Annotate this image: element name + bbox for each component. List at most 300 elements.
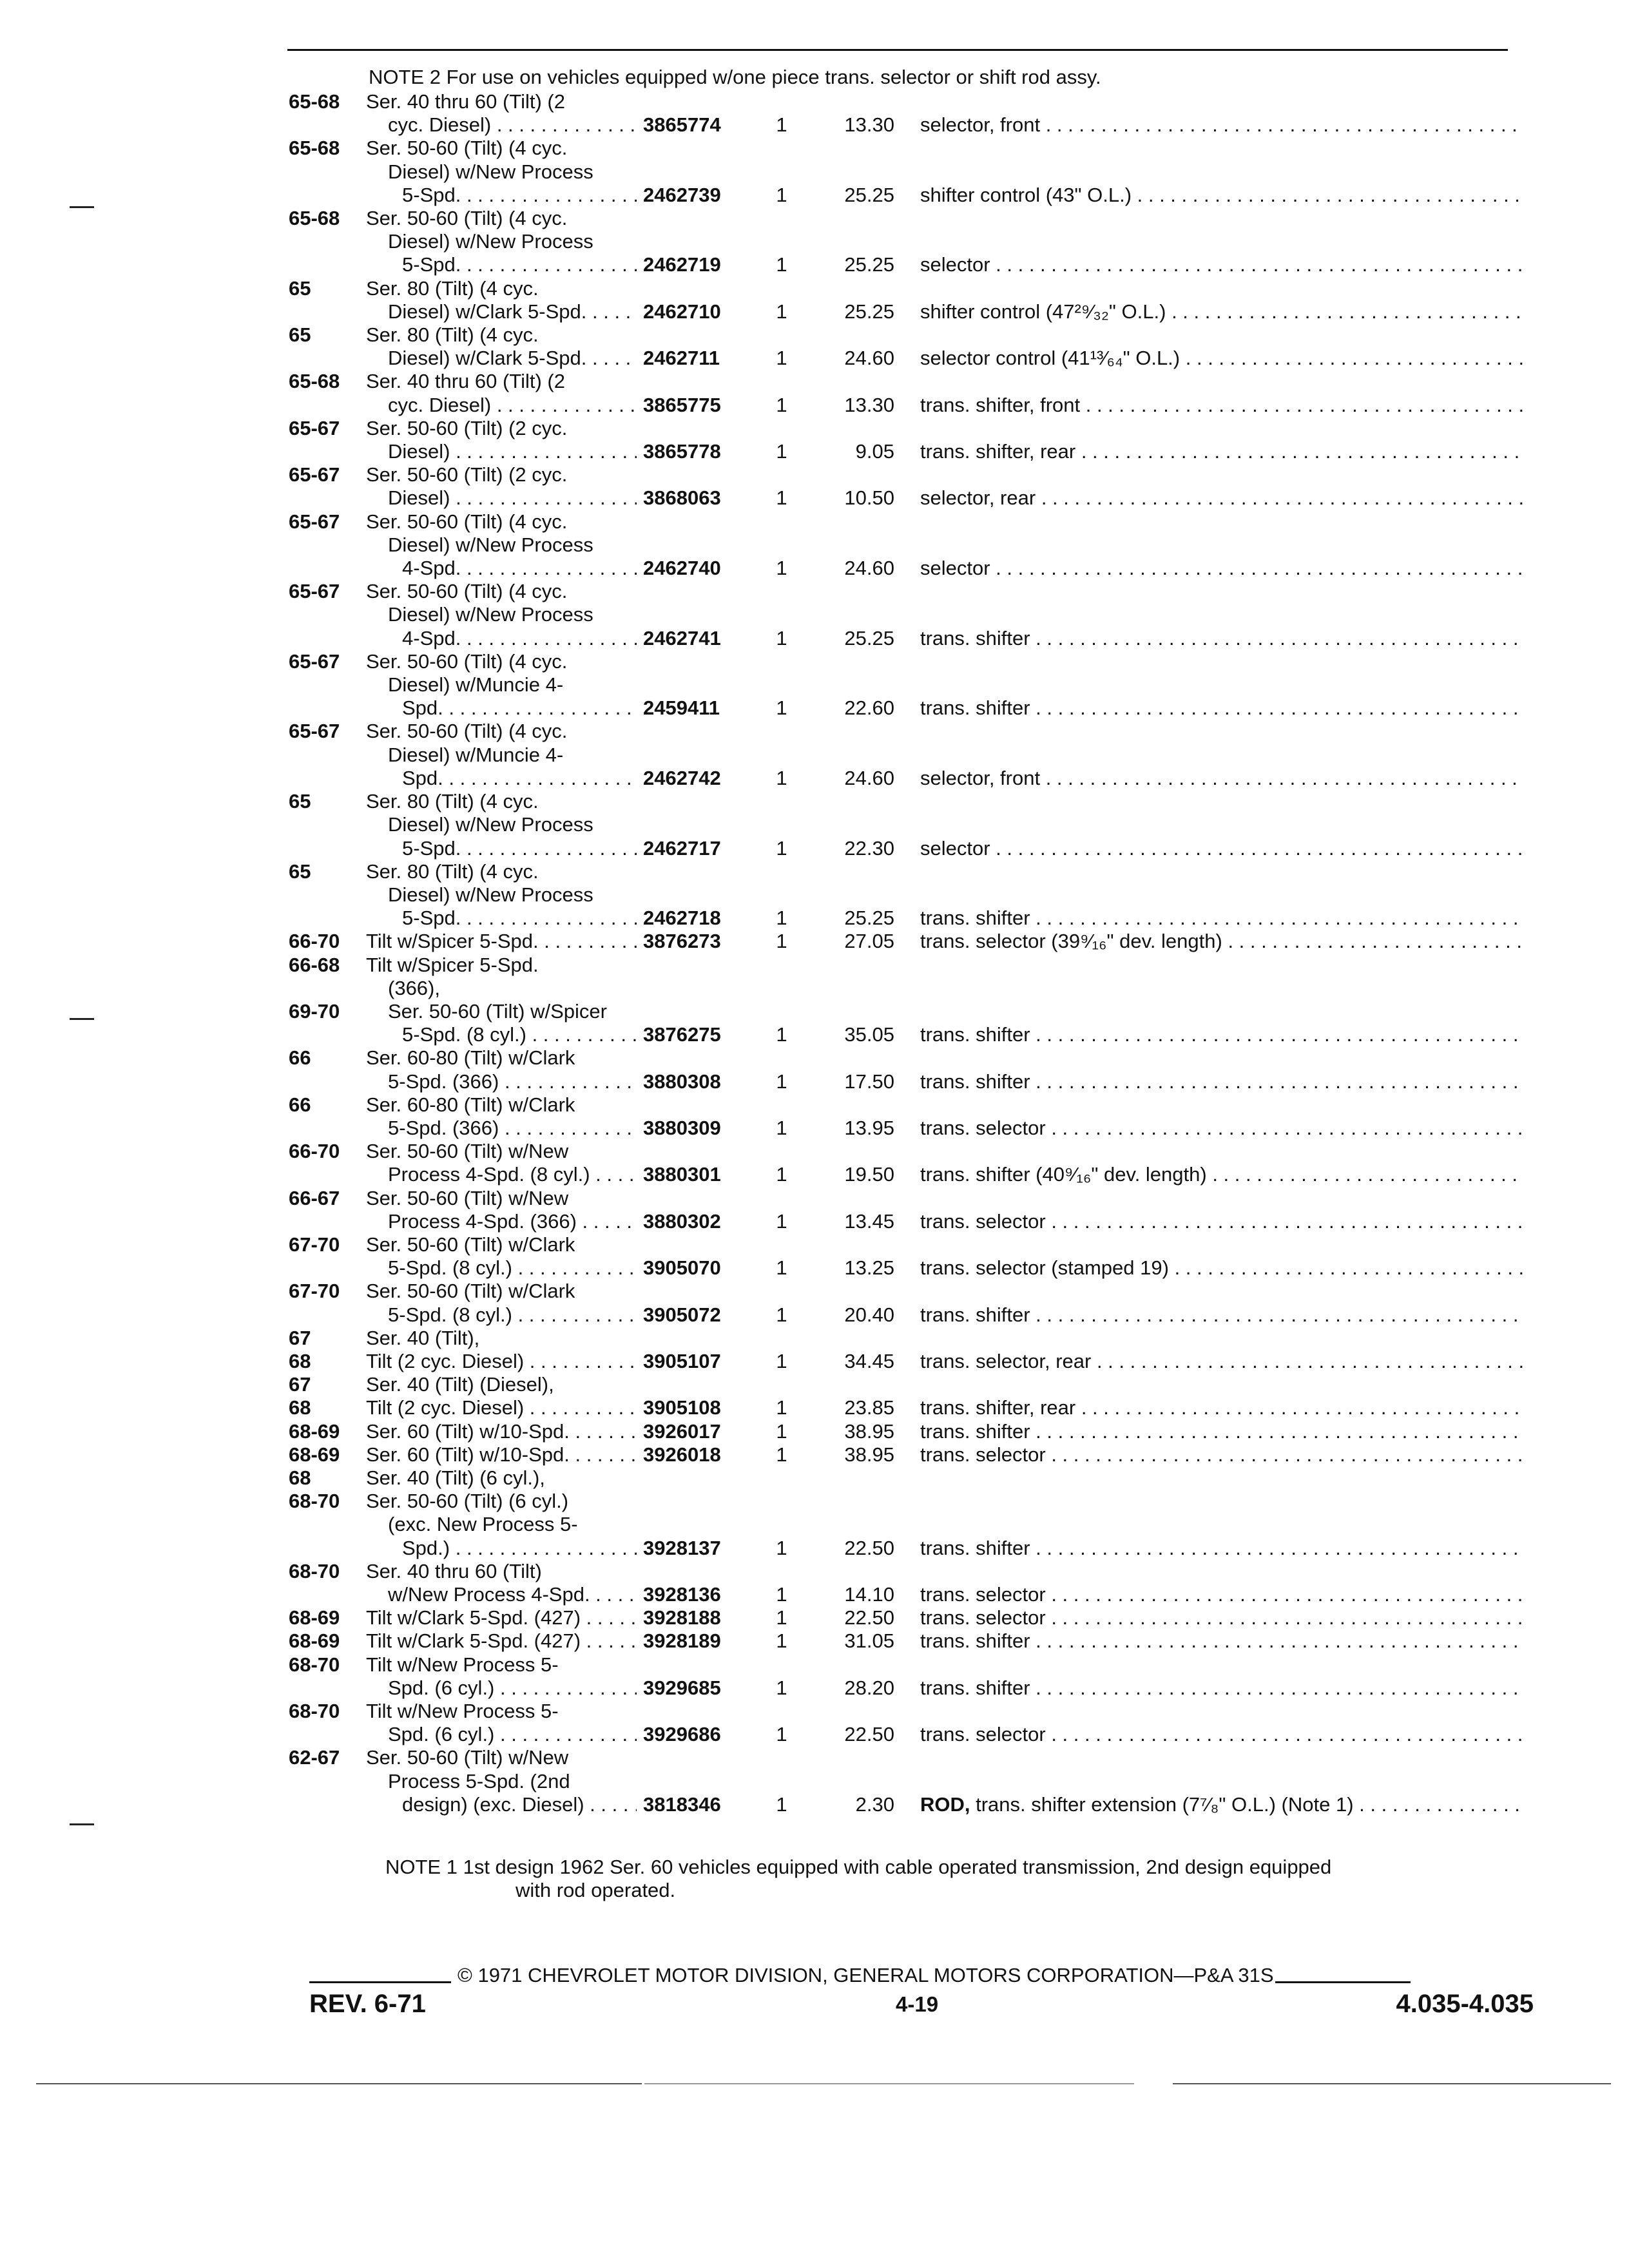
year-line: 68-70 xyxy=(289,1559,340,1582)
part-name-text: trans. shifter, rear xyxy=(920,440,1076,463)
year-line: 65 xyxy=(289,790,311,813)
part-name xyxy=(920,1396,1525,1419)
description-line: Tilt (2 cyc. Diesel) . . . xyxy=(366,1396,637,1419)
year-line xyxy=(289,253,366,276)
year-line xyxy=(289,1513,366,1536)
year-line xyxy=(289,1256,366,1280)
quantity: 1 xyxy=(776,836,787,860)
price: 17.50 xyxy=(844,1070,894,1093)
bottom-rule xyxy=(1173,2083,1611,2084)
description-line: Ser. 80 (Tilt) (4 cyc. xyxy=(366,860,539,883)
year-line: 68-69 xyxy=(289,1419,340,1443)
part-number: 3876273 xyxy=(643,930,721,953)
model-years xyxy=(287,954,366,1047)
price: 10.50 xyxy=(844,486,894,510)
application-description xyxy=(366,1606,637,1629)
quantity: 1 xyxy=(776,1629,787,1653)
part-name-bold: ROD, xyxy=(920,1792,970,1816)
model-years xyxy=(287,720,366,790)
note-1 xyxy=(385,1856,1532,1902)
part-number: 3876275 xyxy=(643,1023,721,1046)
model-years xyxy=(287,790,366,860)
application-description xyxy=(366,1746,637,1816)
application-description xyxy=(366,1280,637,1326)
model-years xyxy=(287,510,366,581)
part-name-text: trans. selector xyxy=(920,1606,1046,1629)
description-line: Spd.) . . . xyxy=(366,1537,637,1560)
description-line: 4-Spd. . . . xyxy=(366,557,637,580)
part-row xyxy=(287,1280,1525,1326)
application-description xyxy=(366,1373,637,1419)
description-line: Tilt w/Clark 5-Spd. (427) . . . xyxy=(366,1606,637,1629)
part-number: 2462711 xyxy=(643,347,720,370)
model-years xyxy=(287,1046,366,1093)
part-number: 2462717 xyxy=(643,836,721,860)
description-line: Ser. 50-60 (Tilt) w/Clark xyxy=(366,1280,575,1303)
year-line: 69-70 xyxy=(289,999,340,1023)
year-line: 68-69 xyxy=(289,1629,340,1653)
year-line: 66 xyxy=(289,1046,311,1070)
part-row xyxy=(287,1233,1525,1280)
part-number: 3865778 xyxy=(643,440,721,463)
application-description xyxy=(366,1700,637,1746)
part-name-text: trans. selector (stamped 19) xyxy=(920,1256,1169,1280)
part-name xyxy=(920,300,1525,323)
year-line xyxy=(289,1117,366,1140)
price: 9.05 xyxy=(855,440,894,463)
quantity: 1 xyxy=(776,1443,787,1466)
quantity: 1 xyxy=(776,113,787,137)
part-name-text: trans. shifter xyxy=(920,907,1030,930)
year-line xyxy=(289,184,366,207)
year-line xyxy=(289,1723,366,1746)
year-line xyxy=(289,113,366,137)
quantity: 1 xyxy=(776,393,787,416)
part-name-text: trans. shifter xyxy=(920,1676,1030,1699)
description-line: Ser. 50-60 (Tilt) (4 cyc. xyxy=(366,510,568,533)
description-line: Diesel) . . . xyxy=(366,486,637,510)
description-line: w/New Process 4-Spd. . . . xyxy=(366,1583,637,1606)
year-line: 65 xyxy=(289,276,311,300)
part-name xyxy=(920,837,1525,860)
year-line: 66-67 xyxy=(289,1186,340,1209)
part-row xyxy=(287,930,1525,953)
part-row xyxy=(287,1327,1525,1373)
quantity: 1 xyxy=(776,300,787,323)
year-line: 67-70 xyxy=(289,1233,340,1256)
application-description xyxy=(366,1093,637,1140)
copyright: © 1971 CHEVROLET MOTOR DIVISION, GENERAL MOTORS CORPORATION—P&A 31S xyxy=(458,1964,1274,1986)
part-row xyxy=(287,860,1525,930)
year-line: 65 xyxy=(289,323,311,347)
model-years xyxy=(287,90,366,137)
model-years xyxy=(287,323,366,370)
year-line: 65-67 xyxy=(289,649,340,673)
application-description xyxy=(366,90,637,137)
part-number: 3865774 xyxy=(643,113,721,137)
description-line: Ser. 50-60 (Tilt) (4 cyc. xyxy=(366,207,568,230)
description-line: Diesel) w/Muncie 4- xyxy=(388,743,564,766)
year-line xyxy=(289,440,366,463)
part-row xyxy=(287,1373,1525,1419)
part-number: 3926017 xyxy=(643,1419,721,1443)
part-row xyxy=(287,90,1525,137)
description-line: 5-Spd. (366) . . . xyxy=(366,1117,637,1140)
quantity: 1 xyxy=(776,907,787,930)
year-line xyxy=(289,557,366,580)
top-rule xyxy=(287,49,1508,51)
model-years xyxy=(287,1466,366,1560)
description-line: Ser. 80 (Tilt) (4 cyc. xyxy=(366,323,539,347)
price: 38.95 xyxy=(844,1443,894,1466)
price: 22.50 xyxy=(844,1723,894,1746)
part-name-text: trans. selector xyxy=(920,1116,1046,1139)
model-years xyxy=(287,277,366,323)
year-line xyxy=(289,1537,366,1560)
part-number: 3880308 xyxy=(643,1070,721,1093)
description-line: Ser. 80 (Tilt) (4 cyc. xyxy=(366,276,539,300)
description-line: cyc. Diesel) . . . xyxy=(366,113,637,137)
part-name-text: selector, rear xyxy=(920,486,1036,510)
description-line: Ser. 40 thru 60 (Tilt) xyxy=(366,1559,542,1582)
year-line xyxy=(289,697,366,720)
description-line: 5-Spd. . . . xyxy=(366,253,637,276)
price: 25.25 xyxy=(844,253,894,276)
price: 25.25 xyxy=(844,626,894,649)
application-description xyxy=(366,1233,637,1280)
part-row xyxy=(287,323,1525,370)
part-name-text: trans. selector xyxy=(920,1209,1046,1233)
description-line: (366), xyxy=(388,976,440,999)
application-description xyxy=(366,860,637,930)
model-years xyxy=(287,580,366,650)
application-description xyxy=(366,510,637,581)
price: 13.95 xyxy=(844,1116,894,1139)
price: 35.05 xyxy=(844,1023,894,1046)
part-name xyxy=(920,253,1525,276)
description-line: Diesel) w/New Process xyxy=(388,230,593,253)
model-years xyxy=(287,1373,366,1419)
model-years xyxy=(287,860,366,930)
description-line: Ser. 50-60 (Tilt) (2 cyc. xyxy=(366,463,568,486)
footer-rule-left xyxy=(309,1968,451,1983)
price: 13.45 xyxy=(844,1209,894,1233)
price: 25.25 xyxy=(844,907,894,930)
part-row xyxy=(287,954,1525,1047)
description-line: Spd. . . . xyxy=(366,767,637,790)
part-number: 3905072 xyxy=(643,1303,721,1326)
year-line xyxy=(289,1163,366,1186)
part-number: 3905108 xyxy=(643,1396,721,1419)
year-line xyxy=(289,1210,366,1233)
model-years xyxy=(287,137,366,207)
part-row xyxy=(287,1187,1525,1233)
part-number: 2462710 xyxy=(643,300,721,323)
note-1-line-2: with rod operated. xyxy=(516,1879,676,1901)
part-name-text: trans. selector xyxy=(920,1443,1046,1466)
part-row xyxy=(287,1560,1525,1606)
application-description xyxy=(366,277,637,323)
part-name-text: trans. shifter xyxy=(920,1070,1030,1093)
part-row xyxy=(287,1700,1525,1746)
part-name xyxy=(920,697,1525,720)
description-line: 5-Spd. . . . xyxy=(366,184,637,207)
description-line: 5-Spd. (8 cyl.) . . . xyxy=(366,1256,637,1280)
application-description xyxy=(366,650,637,720)
part-name-text: shifter control (47²⁹⁄₃₂" O.L.) xyxy=(920,300,1166,323)
description-line: Ser. 50-60 (Tilt) (2 cyc. xyxy=(366,416,568,439)
section-number: 4.035-4.035 xyxy=(1396,1990,1534,2018)
part-name xyxy=(920,1117,1525,1140)
application-description xyxy=(366,207,637,277)
year-line xyxy=(289,230,366,253)
application-description xyxy=(366,1327,637,1373)
part-name-text: trans. shifter xyxy=(920,1629,1030,1653)
year-line: 68 xyxy=(289,1349,311,1372)
description-line: Ser. 50-60 (Tilt) (6 cyl.) xyxy=(366,1490,569,1513)
description-line: Tilt w/New Process 5- xyxy=(366,1653,559,1676)
year-line: 65-67 xyxy=(289,463,340,486)
part-name-text: trans. selector xyxy=(920,1583,1046,1606)
year-line: 67 xyxy=(289,1373,311,1396)
quantity: 1 xyxy=(776,1583,787,1606)
part-name-text: trans. selector xyxy=(920,1723,1046,1746)
application-description xyxy=(366,1187,637,1233)
model-years xyxy=(287,1653,366,1700)
part-number: 3868063 xyxy=(643,486,721,510)
description-line: Ser. 60-80 (Tilt) w/Clark xyxy=(366,1046,575,1070)
model-years xyxy=(287,1233,366,1280)
part-number: 2462740 xyxy=(643,557,721,580)
part-number: 3905070 xyxy=(643,1256,721,1280)
quantity: 1 xyxy=(776,1536,787,1559)
part-number: 3818346 xyxy=(643,1792,721,1816)
part-number: 3928188 xyxy=(643,1606,721,1629)
description-line: Tilt (2 cyc. Diesel) . . . xyxy=(366,1350,637,1373)
part-name-text: selector, front xyxy=(920,113,1041,137)
part-number: 3929686 xyxy=(643,1723,721,1746)
model-years xyxy=(287,207,366,277)
description-line: Ser. 50-60 (Tilt) w/New xyxy=(366,1746,569,1769)
year-line xyxy=(289,1303,366,1327)
part-number: 3880302 xyxy=(643,1209,721,1233)
part-number: 2462739 xyxy=(643,183,721,206)
price: 13.30 xyxy=(844,113,894,137)
part-number: 2459411 xyxy=(643,697,720,720)
description-line: Ser. 50-60 (Tilt) (4 cyc. xyxy=(366,137,568,160)
application-description xyxy=(366,417,637,463)
description-line: Tilt w/New Process 5- xyxy=(366,1700,559,1723)
part-name xyxy=(920,1723,1525,1746)
price: 22.50 xyxy=(844,1606,894,1629)
note-2: NOTE 2 For use on vehicles equipped w/one piece trans. selector or shift rod assy. xyxy=(369,66,1101,88)
model-years xyxy=(287,650,366,720)
part-name-text: selector, front xyxy=(920,766,1041,789)
margin-mark xyxy=(70,206,94,208)
part-name xyxy=(920,1677,1525,1700)
application-description xyxy=(366,137,637,207)
price: 24.60 xyxy=(844,347,894,370)
part-number: 3928189 xyxy=(643,1629,721,1653)
part-number: 3929685 xyxy=(643,1676,721,1699)
model-years xyxy=(287,1140,366,1186)
application-description xyxy=(366,1140,637,1186)
application-description xyxy=(366,370,637,416)
description-line: Process 4-Spd. (8 cyl.) . . . xyxy=(366,1163,637,1186)
part-number: 3880301 xyxy=(643,1163,721,1186)
application-description xyxy=(366,954,637,1047)
quantity: 1 xyxy=(776,1676,787,1699)
year-line xyxy=(289,1770,366,1793)
quantity: 1 xyxy=(776,1116,787,1139)
year-line: 65-67 xyxy=(289,416,340,439)
quantity: 1 xyxy=(776,1723,787,1746)
quantity: 1 xyxy=(776,1606,787,1629)
part-row xyxy=(287,1653,1525,1700)
price: 22.60 xyxy=(844,697,894,720)
year-line xyxy=(289,160,366,184)
year-line: 68-70 xyxy=(289,1490,340,1513)
year-line: 67-70 xyxy=(289,1280,340,1303)
year-line: 68-69 xyxy=(289,1443,340,1466)
part-name xyxy=(920,113,1525,137)
quantity: 1 xyxy=(776,1792,787,1816)
year-line: 65-68 xyxy=(289,370,340,393)
part-number: 2462741 xyxy=(643,626,721,649)
part-row xyxy=(287,1443,1525,1466)
part-name-text: trans. shifter xyxy=(920,1023,1030,1046)
part-name-text: trans. selector, rear xyxy=(920,1349,1092,1372)
year-line: 65-68 xyxy=(289,207,340,230)
part-number: 2462719 xyxy=(643,253,721,276)
description-line: Ser. 50-60 (Tilt) (4 cyc. xyxy=(366,580,568,603)
part-name xyxy=(920,1537,1525,1560)
model-years xyxy=(287,1280,366,1326)
year-line xyxy=(289,673,366,697)
margin-mark xyxy=(70,1018,94,1020)
quantity: 1 xyxy=(776,1209,787,1233)
model-years xyxy=(287,1746,366,1816)
quantity: 1 xyxy=(776,1303,787,1326)
part-name xyxy=(920,930,1525,953)
part-number: 3928137 xyxy=(643,1536,721,1559)
part-row xyxy=(287,1140,1525,1186)
year-line xyxy=(289,486,366,510)
description-line: Spd. (6 cyl.) . . . xyxy=(366,1677,637,1700)
year-line xyxy=(289,300,366,323)
year-line xyxy=(289,767,366,790)
part-name xyxy=(920,486,1525,510)
year-line xyxy=(289,603,366,626)
application-description xyxy=(366,580,637,650)
application-description xyxy=(366,1046,637,1093)
year-line: 66-68 xyxy=(289,953,340,976)
part-name xyxy=(920,394,1525,417)
part-name xyxy=(920,347,1525,370)
price: 25.25 xyxy=(844,183,894,206)
year-line xyxy=(289,533,366,557)
description-line: Process 5-Spd. (2nd xyxy=(388,1769,570,1792)
description-line: Ser. 60 (Tilt) w/10-Spd. . . . xyxy=(366,1443,637,1466)
part-row xyxy=(287,580,1525,650)
application-description xyxy=(366,463,637,510)
description-line: Ser. 60-80 (Tilt) w/Clark xyxy=(366,1093,575,1116)
part-number: 3905107 xyxy=(643,1349,721,1372)
part-row xyxy=(287,1629,1525,1653)
part-name xyxy=(920,767,1525,790)
year-line xyxy=(289,907,366,930)
part-name xyxy=(920,1163,1525,1186)
part-name-text: trans. shifter, rear xyxy=(920,1396,1076,1419)
quantity: 1 xyxy=(776,766,787,789)
part-name xyxy=(920,1443,1525,1466)
part-name xyxy=(920,557,1525,580)
part-number: 3928136 xyxy=(643,1583,721,1606)
part-name xyxy=(920,1350,1525,1373)
part-name xyxy=(920,1023,1525,1046)
part-row xyxy=(287,650,1525,720)
model-years xyxy=(287,1187,366,1233)
part-name xyxy=(920,1793,1525,1816)
bottom-rule xyxy=(644,2083,1134,2084)
part-row xyxy=(287,137,1525,207)
part-name-text: trans. shifter xyxy=(920,626,1030,649)
part-name-text: trans. shifter xyxy=(920,697,1030,720)
description-line: Diesel) w/Muncie 4- xyxy=(388,673,564,697)
description-line: Diesel) w/New Process xyxy=(388,160,593,183)
description-line: Ser. 40 thru 60 (Tilt) (2 xyxy=(366,90,565,113)
part-row xyxy=(287,1466,1525,1560)
part-name-text: selector xyxy=(920,253,990,276)
description-line: 4-Spd. . . . xyxy=(366,627,637,650)
year-line: 65-68 xyxy=(289,137,340,160)
price: 24.60 xyxy=(844,557,894,580)
quantity: 1 xyxy=(776,1023,787,1046)
description-line: Tilt w/Spicer 5-Spd. . . . xyxy=(366,930,637,953)
description-line: Tilt w/Spicer 5-Spd. xyxy=(366,953,539,976)
parts-table xyxy=(287,90,1525,1816)
quantity: 1 xyxy=(776,1419,787,1443)
part-name-text: shifter control (43" O.L.) xyxy=(920,183,1132,206)
description-line: 5-Spd. (8 cyl.) . . . xyxy=(366,1023,637,1046)
year-line: 65-67 xyxy=(289,510,340,533)
quantity: 1 xyxy=(776,253,787,276)
part-number: 3926018 xyxy=(643,1443,721,1466)
quantity: 1 xyxy=(776,1349,787,1372)
year-line: 66-70 xyxy=(289,930,340,953)
description-line: Diesel) w/New Process xyxy=(388,883,593,906)
description-line: 5-Spd. (8 cyl.) . . . xyxy=(366,1303,637,1327)
description-line: Diesel) . . . xyxy=(366,440,637,463)
year-line xyxy=(289,627,366,650)
description-line: Diesel) w/New Process xyxy=(388,813,593,836)
application-description xyxy=(366,1420,637,1443)
year-line: 65-67 xyxy=(289,580,340,603)
part-name xyxy=(920,1583,1525,1606)
model-years xyxy=(287,1420,366,1443)
part-row xyxy=(287,1093,1525,1140)
bottom-rule xyxy=(36,2083,642,2084)
description-line: Ser. 80 (Tilt) (4 cyc. xyxy=(366,790,539,813)
part-row xyxy=(287,510,1525,581)
quantity: 1 xyxy=(776,557,787,580)
part-name-text: trans. shifter xyxy=(920,1536,1030,1559)
price: 31.05 xyxy=(844,1629,894,1653)
model-years xyxy=(287,1443,366,1466)
price: 20.40 xyxy=(844,1303,894,1326)
part-row xyxy=(287,207,1525,277)
part-row xyxy=(287,277,1525,323)
